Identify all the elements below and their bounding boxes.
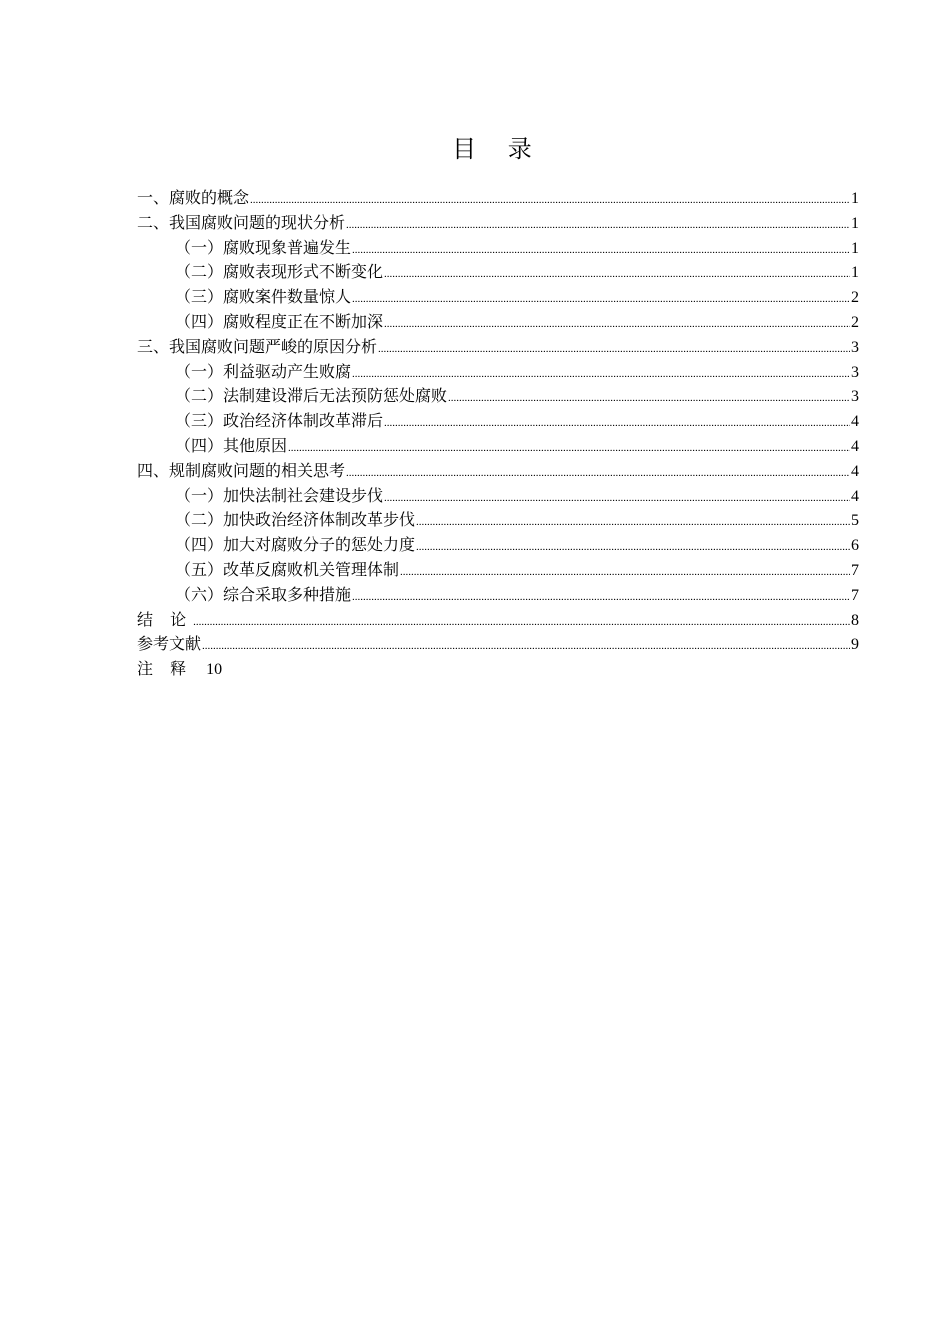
toc-dot-leader <box>416 535 850 560</box>
toc-dot-leader <box>384 312 850 337</box>
toc-subentry[interactable] <box>137 285 859 310</box>
toc-subentry[interactable] <box>137 409 859 434</box>
toc-subentry[interactable] <box>137 533 859 558</box>
toc-entry-page: 4 <box>851 413 859 431</box>
toc-entry-page: 1 <box>851 264 859 282</box>
toc-subentry[interactable] <box>137 236 859 261</box>
toc-subentry[interactable] <box>137 434 859 459</box>
toc-entry-label: （一）腐败现象普遍发生 <box>175 237 352 257</box>
toc-entry-label: 参考文献 <box>137 634 202 654</box>
toc-entry-page: 2 <box>851 289 859 307</box>
toc-dot-leader <box>378 337 850 362</box>
toc-entry-page: 4 <box>851 437 859 455</box>
toc-entry-page: 9 <box>851 636 859 654</box>
toc-entry-page: 3 <box>851 388 859 406</box>
toc-title: 目 录 <box>452 135 544 163</box>
toc-entry-label: （四）腐败程度正在不断加深 <box>175 311 384 331</box>
toc-entry-page: 2 <box>851 313 859 331</box>
toc-subentry[interactable] <box>137 508 859 533</box>
toc-dot-leader <box>400 560 850 585</box>
toc-entry-page: 8 <box>851 611 859 629</box>
toc-entry-page: 7 <box>851 561 859 579</box>
toc-entry-page: 3 <box>851 338 859 356</box>
toc-entry-label: （一）加快法制社会建设步伐 <box>175 485 384 505</box>
toc-entry-label: （六）综合采取多种措施 <box>175 584 352 604</box>
toc-dot-leader <box>346 461 850 486</box>
toc-subentry[interactable] <box>137 384 859 409</box>
toc-entry[interactable] <box>137 657 859 682</box>
toc-dot-leader <box>193 610 850 635</box>
toc-dot-leader <box>202 634 850 659</box>
toc-entry[interactable] <box>137 459 859 484</box>
toc-entry-label: 一、腐败的概念 <box>137 188 250 207</box>
toc-dot-leader <box>346 213 850 238</box>
toc-entry-label: （二）法制建设滞后无法预防惩处腐败 <box>175 386 448 406</box>
toc-entry-label: （四）加大对腐败分子的惩处力度 <box>175 535 416 555</box>
toc-dot-leader <box>416 510 850 535</box>
toc-entry[interactable] <box>137 632 859 657</box>
toc-entry-page: 5 <box>851 512 859 530</box>
toc-entry-page: 1 <box>851 190 859 207</box>
toc-entry-label: （一）利益驱动产生败腐 <box>175 361 352 381</box>
toc-entry-label: （五）改革反腐败机关管理体制 <box>175 559 400 579</box>
toc-dot-leader <box>250 188 850 213</box>
toc-entry-label: 二、我国腐败问题的现状分析 <box>137 212 346 232</box>
toc-entry-label: （四）其他原因 <box>175 435 288 455</box>
toc-subentry[interactable] <box>137 310 859 335</box>
toc-dot-leader <box>288 436 850 461</box>
toc-entry-label: 四、规制腐败问题的相关思考 <box>137 460 346 480</box>
toc-entry-page: 10 <box>206 661 223 679</box>
table-of-contents <box>137 186 859 682</box>
toc-entry-label: （二）腐败表现形式不断变化 <box>175 262 384 282</box>
toc-dot-leader <box>448 386 850 411</box>
toc-dot-leader <box>384 411 850 436</box>
toc-entry-label: （三）腐败案件数量惊人 <box>175 287 352 307</box>
toc-subentry[interactable] <box>137 484 859 509</box>
toc-entry[interactable] <box>137 211 859 236</box>
toc-entry-label: 注 释 <box>137 659 193 679</box>
toc-entry-label: （二）加快政治经济体制改革步伐 <box>175 510 416 530</box>
toc-entry-page: 7 <box>851 586 859 604</box>
toc-entry-page: 1 <box>851 239 859 257</box>
toc-dot-leader <box>352 585 850 610</box>
toc-entry[interactable] <box>137 186 859 211</box>
toc-subentry[interactable] <box>137 360 859 385</box>
toc-dot-leader <box>352 287 850 312</box>
toc-entry-page: 4 <box>851 487 859 505</box>
toc-dot-leader <box>384 486 850 511</box>
toc-entry-page: 1 <box>851 214 859 232</box>
toc-entry-label: 结 论 <box>137 609 193 629</box>
toc-subentry[interactable] <box>137 260 859 285</box>
toc-dot-leader <box>352 238 850 263</box>
toc-entry[interactable] <box>137 608 859 633</box>
toc-entry-page: 4 <box>851 462 859 480</box>
toc-subentry[interactable] <box>137 583 859 608</box>
toc-entry-page: 6 <box>851 537 859 555</box>
toc-subentry[interactable] <box>137 558 859 583</box>
toc-entry-label: 三、我国腐败问题严峻的原因分析 <box>137 336 378 356</box>
toc-entry-page: 3 <box>851 363 859 381</box>
toc-entry-label: （三）政治经济体制改革滞后 <box>175 411 384 431</box>
toc-entry[interactable] <box>137 335 859 360</box>
toc-dot-leader <box>384 262 850 287</box>
toc-dot-leader <box>352 362 850 387</box>
